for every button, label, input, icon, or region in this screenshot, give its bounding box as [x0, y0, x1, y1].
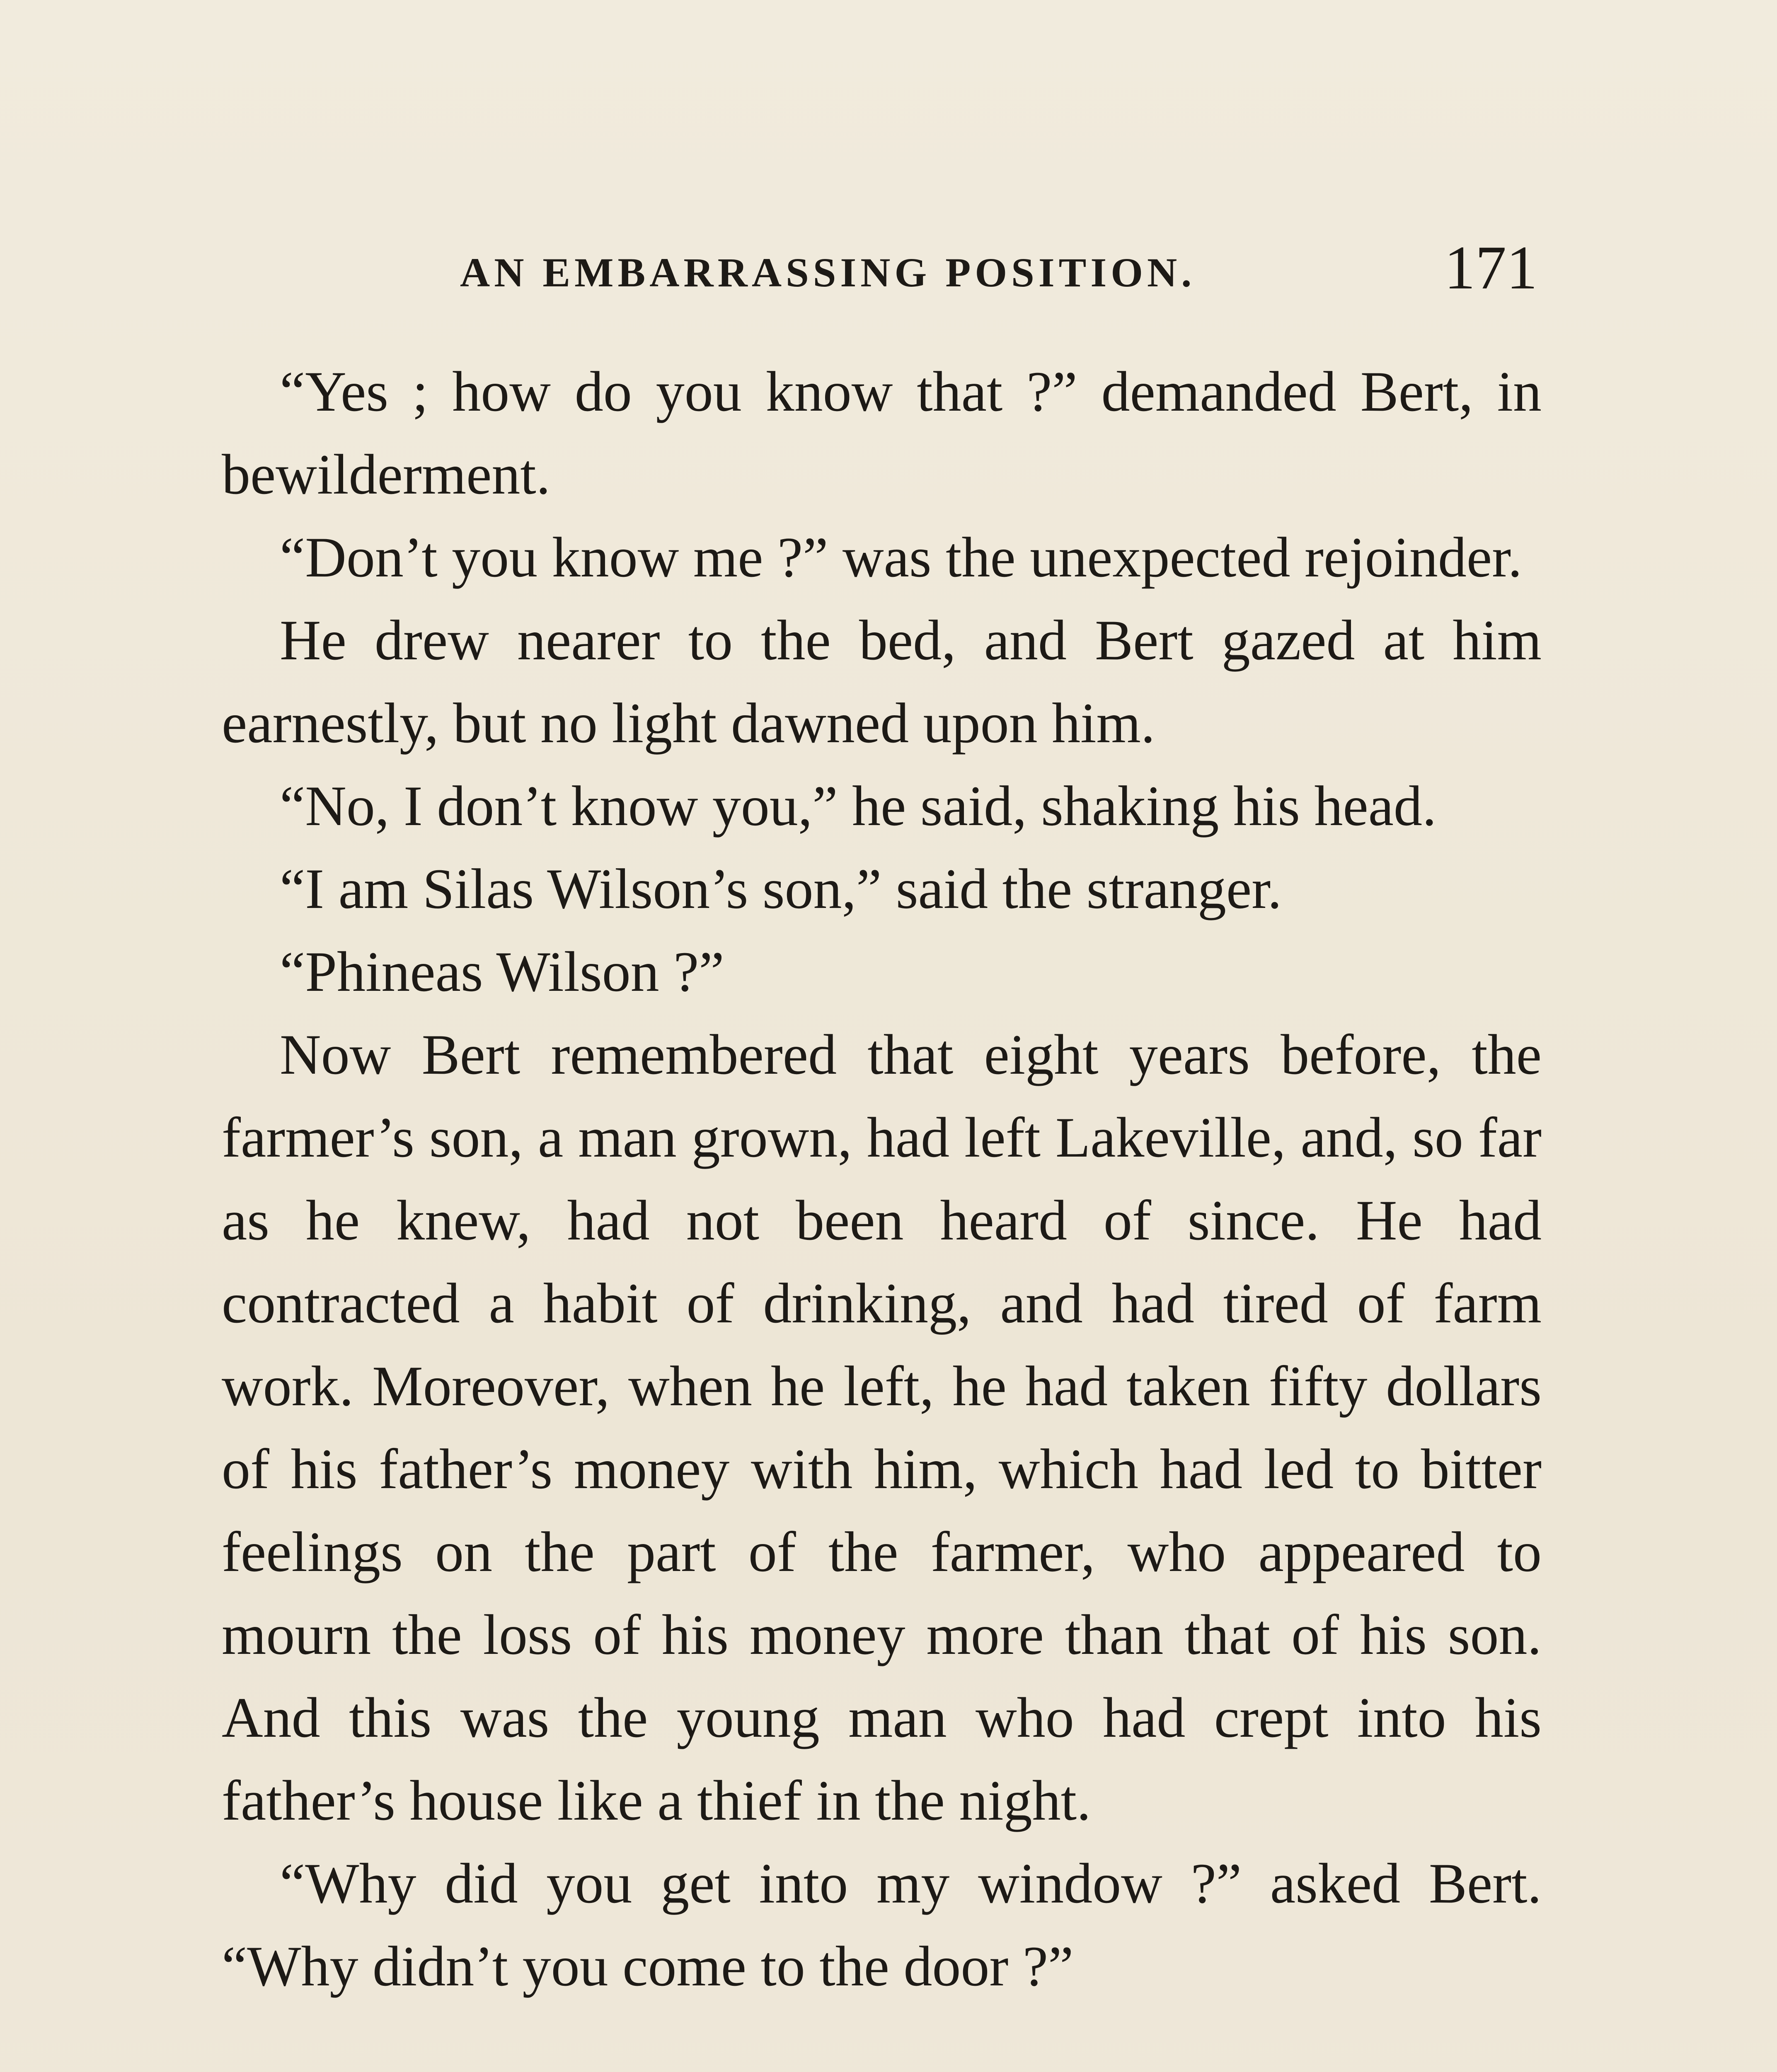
paragraph: Now Bert remembered that eight years before, the farmer’s son, a man grown, had left Lakeville, and, so far as he knew, had not been heard of since. He had contracted a habit of drinking, and had tired of farm work. Moreover, when he left, he had taken fifty dollars of his father’s money with him, which had led to bitter feelings on the part of the farmer, who appeared to mourn the loss of his money more than that of his son. And this was the young man who had crept into his father’s house like a thief in the night. [222, 1023, 1542, 1832]
page-header [460, 232, 1537, 315]
running-head: AN EMBARRASSING POSITION. [460, 249, 1196, 295]
paragraph: “Phineas Wilson ?” [280, 940, 724, 1003]
page-number: 171 [1444, 233, 1537, 302]
paragraph: “I am Silas Wilson’s son,” said the stranger. [280, 857, 1282, 920]
paragraph: “Yes ; how do you know that ?” demanded Bert, in bewilderment. [222, 360, 1542, 506]
paragraph: He drew nearer to the bed, and Bert gazed at him earnestly, but no light dawned upon him. [222, 608, 1542, 755]
paragraph: “Don’t you know me ?” was the unexpected rejoinder. [280, 525, 1522, 589]
paragraph: “No, I don’t know you,” he said, shaking his head. [280, 774, 1437, 838]
paragraph: “Why did you get into my window ?” asked Bert. “Why didn’t you come to the door ?” [222, 1852, 1542, 1998]
body-text [222, 350, 1542, 2008]
